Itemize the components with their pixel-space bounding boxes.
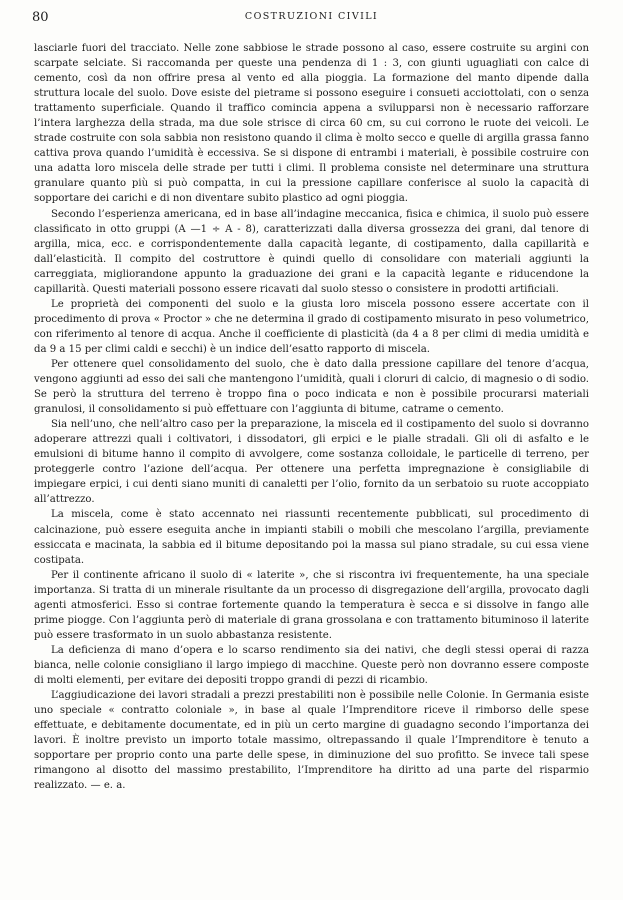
- page-number: 80: [32, 10, 49, 25]
- paragraph: lasciarle fuori del tracciato. Nelle zone sabbiose le strade possono al caso, essere costruite su argini con scarpate selciate. Si raccomanda per queste una pendenza di 1 : 3, con giunti uguagliati con calce di cemento, così da non offrire presa al vento ed alla pioggia. La formazione del manto dipende dalla struttura locale del suolo. Dove esiste del pietrame si possono eseguire i consueti acciottolati, con o senza trattamento superficiale. Quando il traffico comincia appena a svilupparsi non è necessario rafforzare l’intera larghezza della strada, ma due sole strisce di circa 60 cm, su cui corrono le ruote dei veicoli. Le strade costruite con sola sabbia non resistono quando il clima è molto secco e quelle di argilla grassa fanno cattiva prova quando l’umidità è eccessiva. Se si dispone di entrambi i materiali, è possibile costruire con una adatta loro miscela delle strade per tutti i climi. Il problema consiste nel determinare una struttura granulare quanto più si può compatta, in cui la pressione capillare conferisce al suolo la capacità di sopportare dei carichi e di non diventare subito plastico ad ogni pioggia.: [34, 43, 589, 205]
- paragraph: Per ottenere quel consolidamento del suolo, che è dato dalla pressione capillare del tenore d’acqua, vengono aggiunti ad esso dei sali che mantengono l’umidità, quali i cloruri di calcio, di magnesio o di sodio. Se però la struttura del terreno è troppo fina o poco indicata e non è possibile procurarsi materiali granulosi, il consolidamento si può effettuare con l’aggiunta di bitume, catrame o cemento.: [34, 358, 589, 416]
- paragraph: Secondo l’esperienza americana, ed in base all’indagine meccanica, fisica e chimica, il suolo può essere classificato in otto gruppi (A —1 ÷ A - 8), caratterizzati dalla diversa grossezza dei grani, dal tenore di argilla, mica, ecc. e corrispondentemente dalla capacità legante, di costipamento, dalla capillarità e dall’elasticità. Il compito del costruttore è quindi quello di consolidare con materiali aggiunti la carreggiata, migliorandone appunto la graduazione dei grani e la capacità legante e riducendone la capillarità. Questi materiali possono essere ricavati dal suolo stesso o consistere in prodotti artificiali.: [34, 208, 589, 295]
- paragraph: L’aggiudicazione dei lavori stradali a prezzi prestabiliti non è possibile nelle Colonie. In Germania esiste uno speciale « contratto coloniale », in base al quale l’Imprenditore riceve il rimborso delle spese effettuate, e debitamente documentate, ed in più un certo margine di guadagno secondo l’importanza dei lavori. È inoltre previsto un importo totale massimo, oltrepassando il quale l’Imprenditore è tenuto a sopportare per proprio conto una parte delle spese, in diminuzione del suo profitto. Se invece tali spese rimangono al disotto del massimo prestabilito, l’Imprenditore ha diritto ad una parte del risparmio realizzato. — e. a.: [34, 690, 589, 792]
- page-header: [32, 10, 591, 28]
- paragraph: Le proprietà dei componenti del suolo e la giusta loro miscela possono essere accertate con il procedimento di prova « Proctor » che ne determina il grado di costipamento misurato in peso volumetrico, con riferimento al tenore di acqua. Anche il coefficiente di plasticità (da 4 a 8 per climi di media umidità e da 9 a 15 per climi caldi e secchi) è un indice dell’esatto rapporto di miscela.: [34, 298, 589, 355]
- paragraph: La miscela, come è stato accennato nei riassunti recentemente pubblicati, sul procedimento di calcinazione, può essere eseguita anche in impianti stabili o mobili che mescolano l’argilla, previamente essiccata e macinata, la sabbia ed il bitume depositando poi la massa sul piano stradale, su cui essa viene costipata.: [34, 509, 589, 566]
- body-text: [34, 41, 589, 793]
- paragraph: Sia nell’uno, che nell’altro caso per la preparazione, la miscela ed il costipamento del suolo si dovranno adoperare attrezzi quali i coltivatori, i dissodatori, gli erpici e le pialle stradali. Gli oli di asfalto e le emulsioni di bitume hanno il compito di avvolgere, come sostanza colloidale, le particelle di terreno, per proteggerle contro l’azione dell’acqua. Per ottenere una perfetta impregnazione è consigliabile di impiegare erpici, i cui denti siano muniti di canaletti per l’olio, fornito da un serbatoio su ruote accoppiato all’attrezzo.: [34, 419, 589, 506]
- running-title: COSTRUZIONI CIVILI: [244, 11, 379, 22]
- paragraph: La deficienza di mano d’opera e lo scarso rendimento sia dei nativi, che degli stessi operai di razza bianca, nelle colonie consigliano il largo impiego di macchine. Queste però non dovranno essere composte di molti elementi, per evitare dei depositi troppo grandi di pezzi di ricambio.: [34, 644, 589, 686]
- paragraph: Per il continente africano il suolo di « laterite », che si riscontra ivi frequentemente, ha una speciale importanza. Si tratta di un minerale risultante da un processo di disgregazione dell’argilla, provocato dagli agenti atmosferici. Esso si contrae fortemente quando la temperatura è secca e si dissolve in fango alle prime piogge. Con l’aggiunta però di materiale di grana grossolana e con trattamento bituminoso il laterite può essere trasformato in un suolo abbastanza resistente.: [34, 569, 589, 641]
